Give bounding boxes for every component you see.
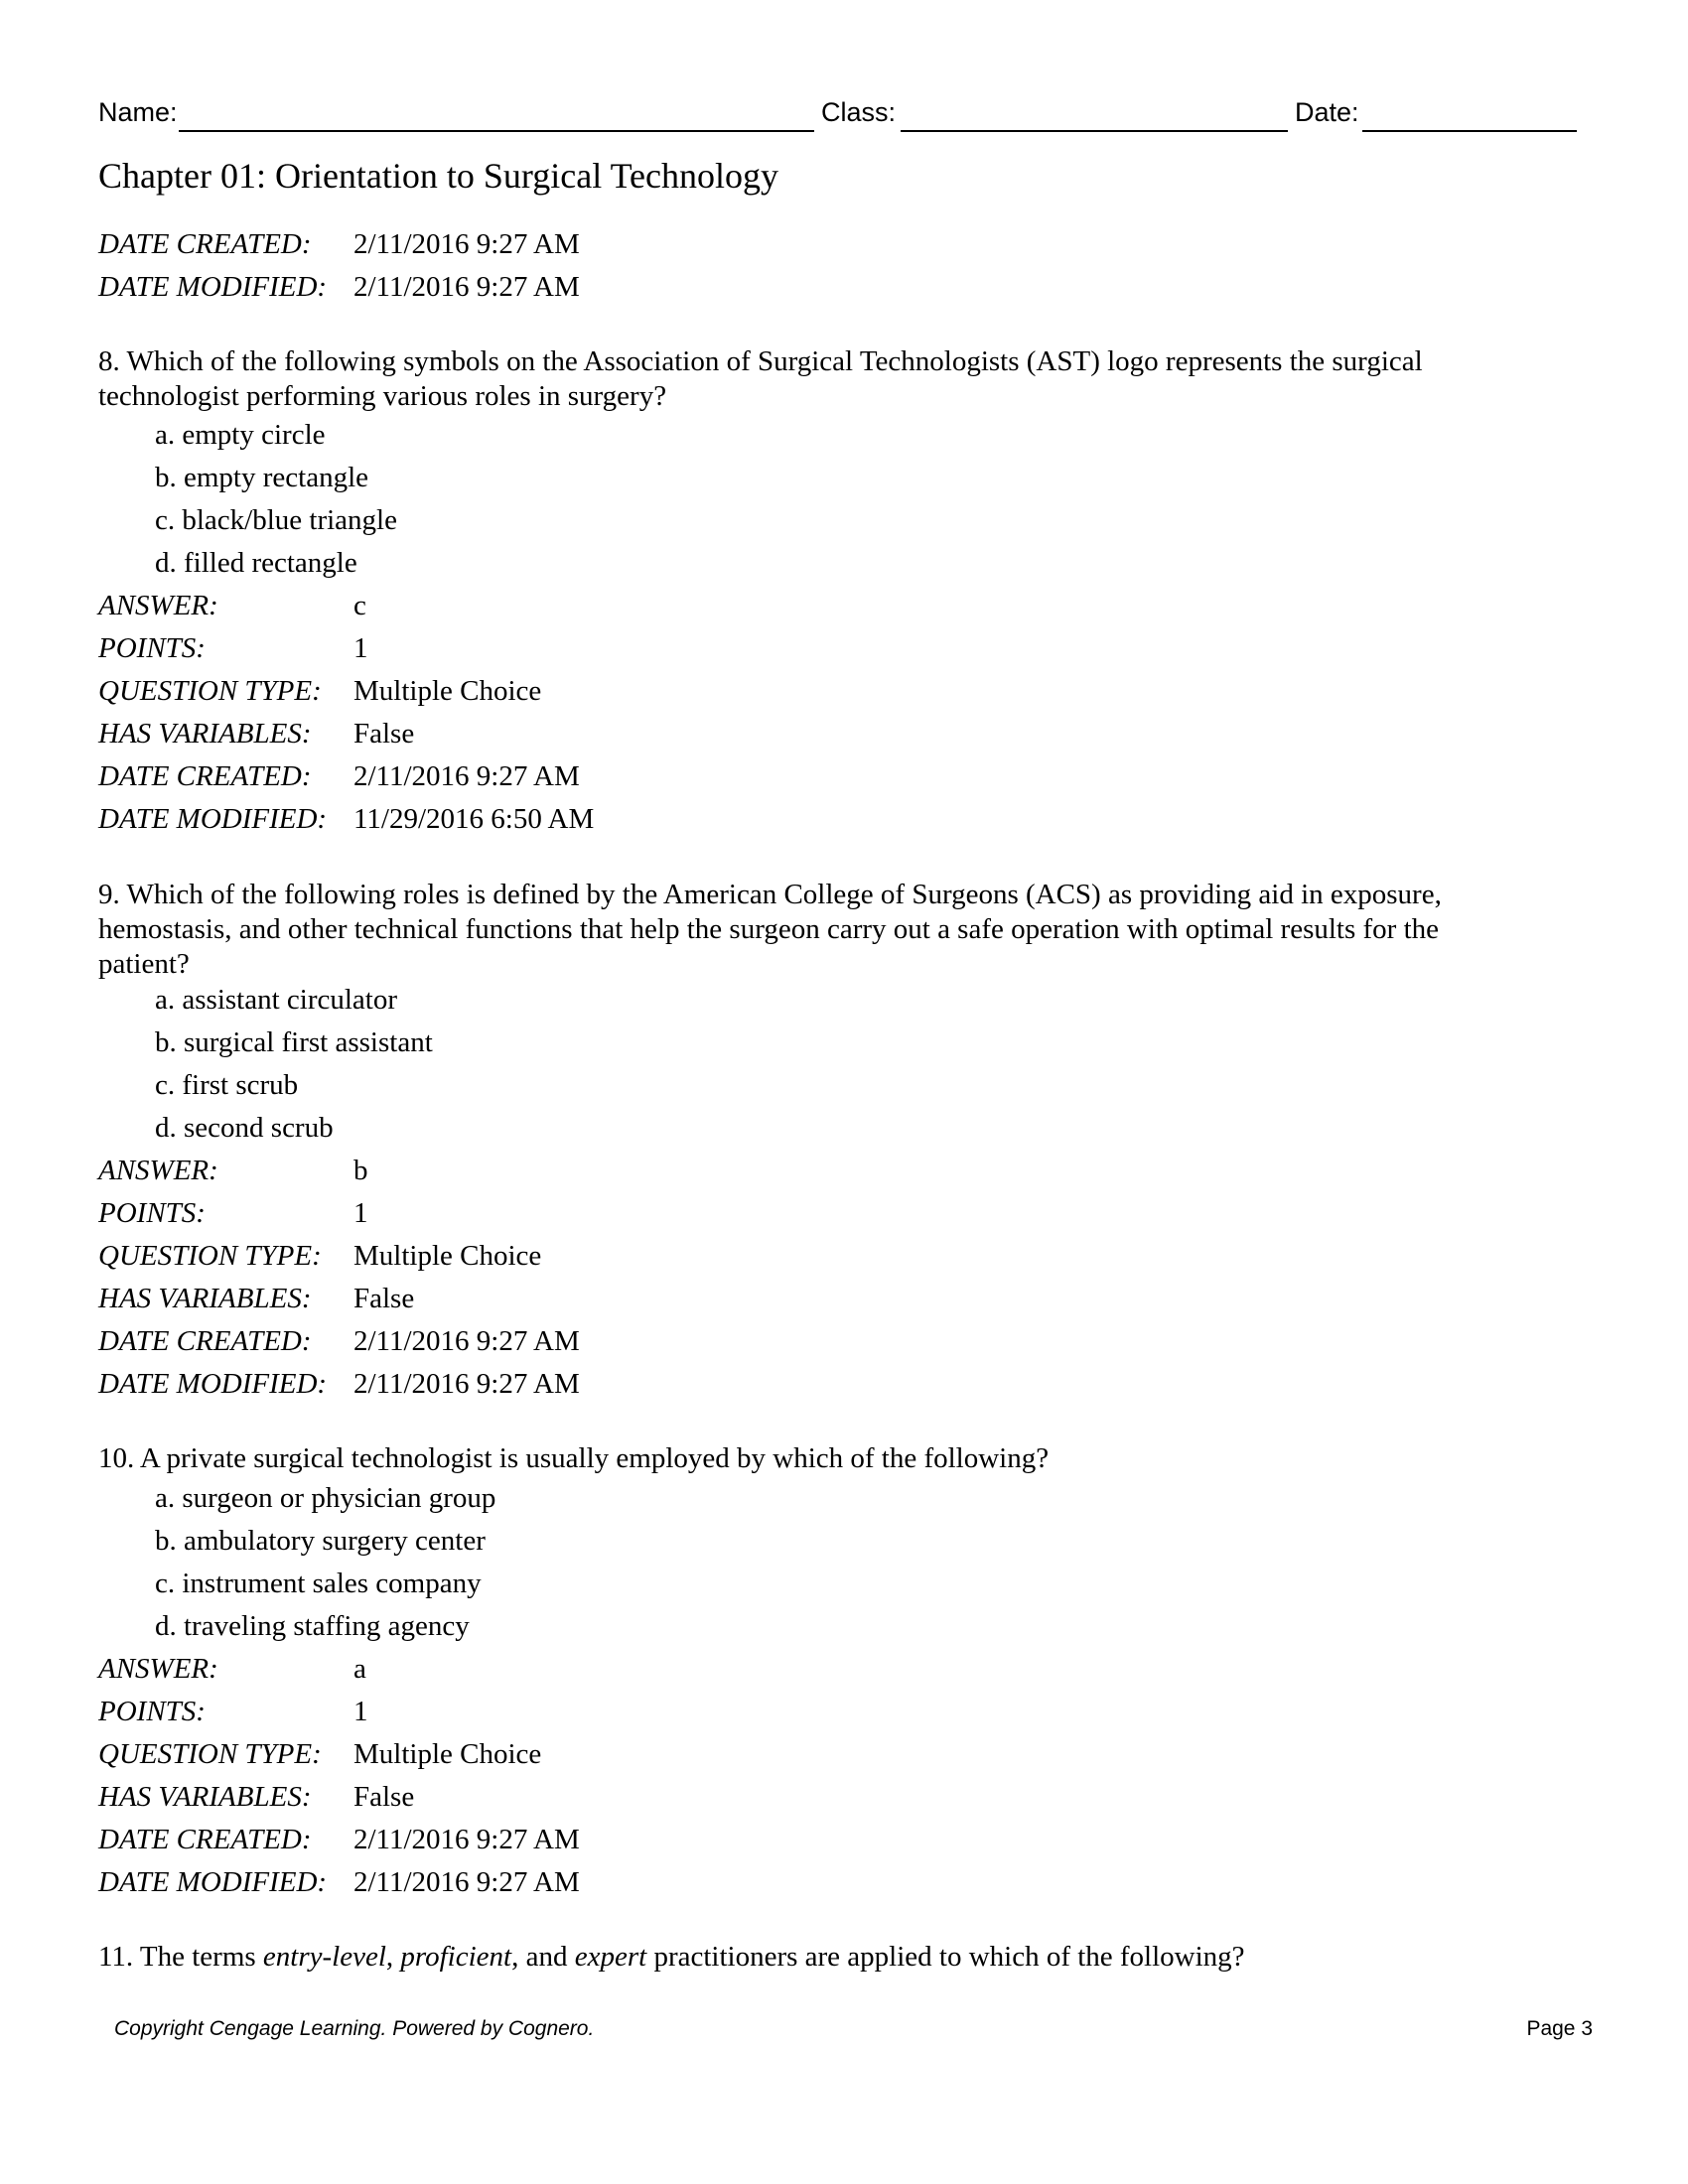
meta-label: DATE MODIFIED: — [98, 803, 328, 835]
meta-label: QUESTION TYPE: — [98, 1240, 322, 1272]
meta-label: DATE MODIFIED: — [98, 271, 328, 303]
meta-label: DATE MODIFIED: — [98, 1368, 328, 1400]
meta-label: HAS VARIABLES: — [98, 718, 312, 750]
meta-label: POINTS: — [98, 632, 206, 664]
answer-option: b. empty rectangle — [155, 462, 368, 493]
q11-term-entry-level: entry-level — [262, 1941, 386, 1973]
meta-label: HAS VARIABLES: — [98, 1283, 312, 1314]
meta-value: b — [353, 1155, 368, 1186]
q11-term-proficient: proficient — [400, 1941, 512, 1973]
meta-label: POINTS: — [98, 1696, 206, 1727]
page-number: Page 3 — [1526, 2017, 1593, 2040]
answer-option: c. first scrub — [155, 1069, 299, 1101]
q11-separator: , and — [511, 1941, 575, 1973]
meta-value: 1 — [353, 632, 368, 664]
meta-label: HAS VARIABLES: — [98, 1781, 312, 1813]
question-text: 8. Which of the following symbols on the Association of Surgical Technologists (AST) logo represents the surgical technologist performing various roles in surgery? — [98, 345, 1423, 412]
meta-label: DATE CREATED: — [98, 228, 312, 260]
meta-value: 2/11/2016 9:27 AM — [353, 1866, 580, 1898]
name-field-line[interactable] — [179, 130, 814, 132]
meta-label: ANSWER: — [98, 1155, 218, 1186]
meta-value: 2/11/2016 9:27 AM — [353, 1824, 580, 1855]
meta-value: Multiple Choice — [353, 1738, 542, 1770]
meta-label: DATE CREATED: — [98, 760, 312, 792]
meta-label: ANSWER: — [98, 590, 218, 621]
form-header — [98, 97, 1578, 133]
question-text: 9. Which of the following roles is defined by the American College of Surgeons (ACS) as providing aid in exposure, hemostasis, and other technical functions that help the surgeon carry out a safe operation with optimal results for the patient? — [98, 879, 1442, 980]
answer-option: b. surgical first assistant — [155, 1026, 433, 1058]
meta-value: c — [353, 590, 366, 621]
q11-prefix: 11. The terms — [98, 1941, 263, 1973]
answer-option: d. second scrub — [155, 1112, 334, 1144]
date-field-line[interactable] — [1362, 130, 1577, 132]
answer-option: d. traveling staffing agency — [155, 1610, 470, 1642]
meta-label: QUESTION TYPE: — [98, 1738, 322, 1770]
answer-option: a. assistant circulator — [155, 984, 397, 1016]
q11-term-expert: expert — [574, 1941, 647, 1973]
answer-option: d. filled rectangle — [155, 547, 357, 579]
meta-value: 2/11/2016 9:27 AM — [353, 760, 580, 792]
meta-value: False — [353, 1781, 415, 1813]
meta-value: 1 — [353, 1696, 368, 1727]
meta-label: ANSWER: — [98, 1653, 218, 1685]
meta-value: 2/11/2016 9:27 AM — [353, 1325, 580, 1357]
meta-value: Multiple Choice — [353, 675, 542, 707]
meta-value: 2/11/2016 9:27 AM — [353, 1368, 580, 1400]
meta-value: 2/11/2016 9:27 AM — [353, 271, 580, 303]
meta-value: a — [353, 1653, 366, 1685]
meta-label: POINTS: — [98, 1197, 206, 1229]
meta-label: QUESTION TYPE: — [98, 675, 322, 707]
copyright-footer: Copyright Cengage Learning. Powered by Cognero. — [114, 2017, 595, 2040]
meta-label: DATE MODIFIED: — [98, 1866, 328, 1898]
question-text-11 — [98, 1940, 1508, 1975]
meta-label: DATE CREATED: — [98, 1325, 312, 1357]
answer-option: b. ambulatory surgery center — [155, 1525, 486, 1557]
meta-value: 1 — [353, 1197, 368, 1229]
meta-label: DATE CREATED: — [98, 1824, 312, 1855]
name-label: Name: — [98, 97, 178, 127]
meta-value: 11/29/2016 6:50 AM — [353, 803, 595, 835]
class-field-line[interactable] — [901, 130, 1288, 132]
class-label: Class: — [821, 97, 897, 127]
q11-suffix: practitioners are applied to which of the following? — [646, 1941, 1245, 1973]
meta-value: False — [353, 718, 415, 750]
meta-value: Multiple Choice — [353, 1240, 542, 1272]
chapter-title: Chapter 01: Orientation to Surgical Technology — [98, 156, 779, 196]
answer-option: a. empty circle — [155, 419, 326, 451]
question-text: 10. A private surgical technologist is usually employed by which of the following? — [98, 1442, 1050, 1474]
meta-value: 2/11/2016 9:27 AM — [353, 228, 580, 260]
answer-option: c. black/blue triangle — [155, 504, 397, 536]
answer-option: c. instrument sales company — [155, 1568, 482, 1599]
q11-separator: , — [385, 1941, 401, 1973]
answer-option: a. surgeon or physician group — [155, 1482, 496, 1514]
date-label: Date: — [1295, 97, 1359, 127]
meta-value: False — [353, 1283, 415, 1314]
